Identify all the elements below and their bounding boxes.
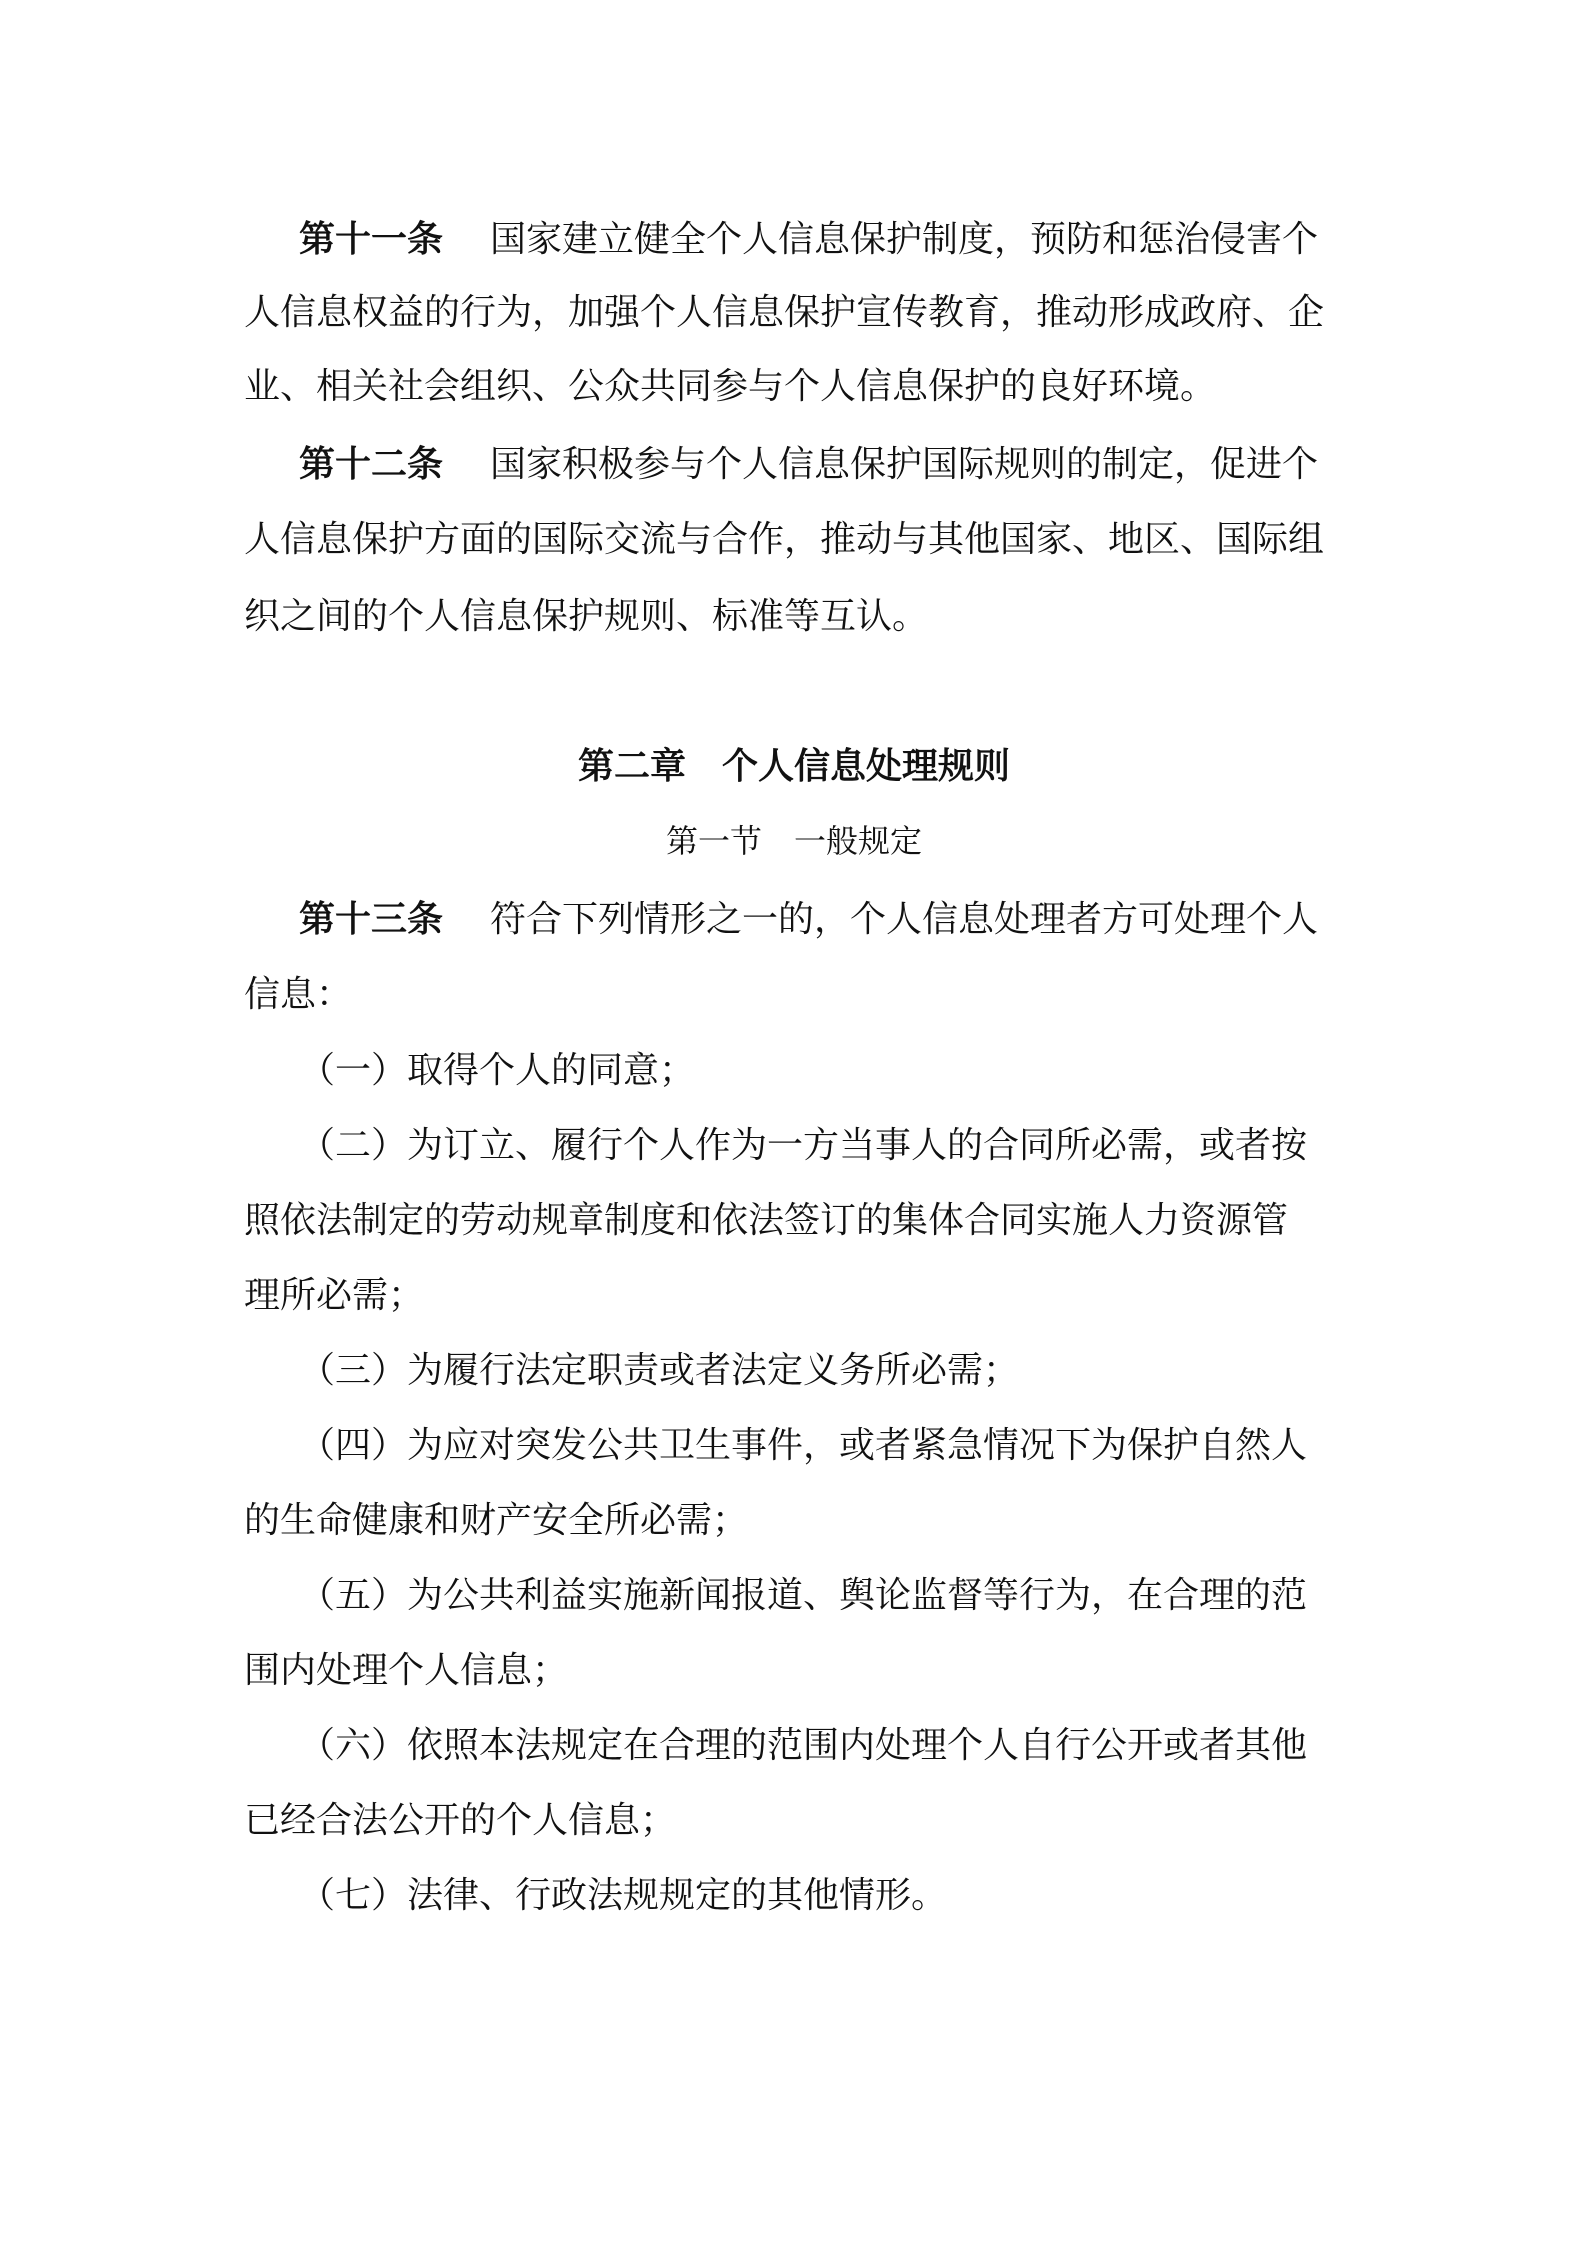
article-13-text-2: 信息： (244, 974, 353, 1015)
item-7-text-1: （七）法律、行政法规规定的其他情形。 (299, 1875, 948, 1916)
item-6-text-2: 已经合法公开的个人信息； (244, 1800, 677, 1841)
item-2-text-1: （二）为订立、履行个人作为一方当事人的合同所必需，或者按 (299, 1125, 1308, 1166)
item-2-text-2: 照依法制定的劳动规章制度和依法签订的集体合同实施人力资源管 (244, 1200, 1289, 1241)
article-12-label: 第十二条 (299, 444, 444, 485)
item-5-text-1: （五）为公共利益实施新闻报道、舆论监督等行为，在合理的范 (299, 1575, 1308, 1616)
item-5-text-2: 围内处理个人信息； (244, 1650, 569, 1691)
article-13-label: 第十三条 (299, 899, 444, 940)
item-1-text-1: （一）取得个人的同意； (299, 1050, 696, 1091)
article-12-text-3: 织之间的个人信息保护规则、标准等互认。 (244, 596, 929, 637)
item-2-text-3: 理所必需； (244, 1275, 425, 1316)
chapter-title: 第二章 个人信息处理规则 (577, 746, 1010, 787)
article-13-text-1: 符合下列情形之一的，个人信息处理者方可处理个人 (490, 899, 1319, 940)
article-11-label: 第十一条 (299, 219, 444, 260)
article-12-text-2: 人信息保护方面的国际交流与合作，推动与其他国家、地区、国际组 (244, 519, 1325, 560)
article-11-text-1: 国家建立健全个人信息保护制度，预防和惩治侵害个 (490, 219, 1319, 260)
article-12-text-1: 国家积极参与个人信息保护国际规则的制定，促进个 (490, 444, 1319, 485)
item-3-text-1: （三）为履行法定职责或者法定义务所必需； (299, 1350, 1020, 1391)
item-4-text-2: 的生命健康和财产安全所必需； (244, 1500, 749, 1541)
article-11-text-2: 人信息权益的行为，加强个人信息保护宣传教育，推动形成政府、企 (244, 292, 1325, 333)
article-11-text-3: 业、相关社会组织、公众共同参与个人信息保护的良好环境。 (244, 366, 1217, 407)
section-title: 第一节 一般规定 (665, 822, 922, 860)
item-6-text-1: （六）依照本法规定在合理的范围内处理个人自行公开或者其他 (299, 1725, 1308, 1766)
item-4-text-1: （四）为应对突发公共卫生事件，或者紧急情况下为保护自然人 (299, 1425, 1308, 1466)
